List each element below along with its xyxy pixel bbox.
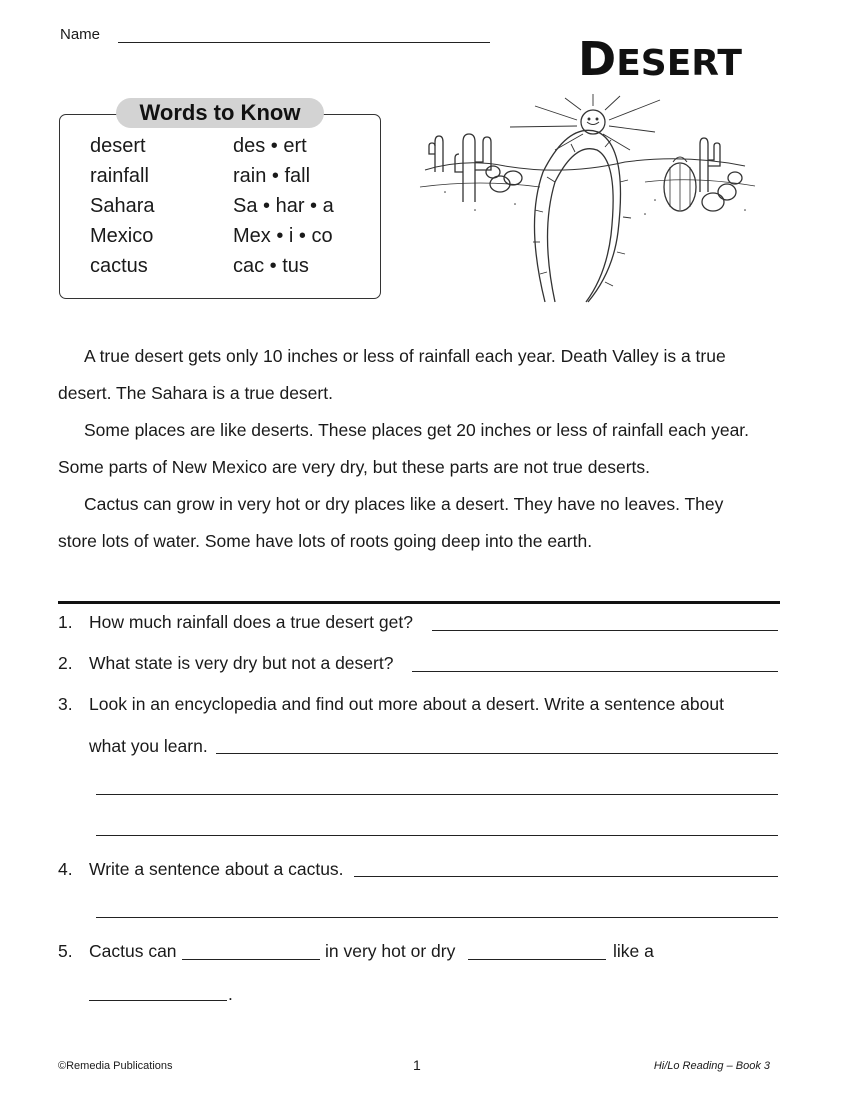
fill-blank-2[interactable] <box>468 959 606 960</box>
vocab-syllables: rain • fall <box>233 165 311 187</box>
question-number: 3. <box>58 694 73 714</box>
question-5-text-part1: Cactus can <box>89 941 177 961</box>
vocab-syllables: des • ert <box>233 135 307 157</box>
words-to-know-title: Words to Know <box>116 98 324 128</box>
passage-line: A true desert gets only 10 inches or less of rainfall each year. Death Valley is a true <box>84 346 726 366</box>
answer-line-3b[interactable] <box>96 794 778 795</box>
vocab-word: desert <box>90 135 146 157</box>
vocab-syllables: Mex • i • co <box>233 225 333 247</box>
title-first-letter: D <box>578 32 617 86</box>
sun-icon <box>510 94 660 150</box>
answer-line-1[interactable] <box>432 630 778 631</box>
fill-blank-3[interactable] <box>89 1000 227 1001</box>
name-input-line[interactable] <box>118 42 490 43</box>
vocab-word: Mexico <box>90 225 154 247</box>
question-number: 5. <box>58 941 73 961</box>
vocab-word: cactus <box>90 255 148 277</box>
page-title <box>578 32 742 86</box>
question-4-text: Write a sentence about a cactus. <box>89 859 344 879</box>
question-5-text-part2: in very hot or dry <box>325 941 456 961</box>
question-5-period: . <box>228 984 233 1004</box>
question-1-text: How much rainfall does a true desert get? <box>89 612 413 632</box>
passage-line: store lots of water. Some have lots of roots going deep into the earth. <box>58 531 593 551</box>
answer-line-4a[interactable] <box>354 876 778 877</box>
desert-illustration <box>415 92 760 304</box>
footer-publisher: ©Remedia Publications <box>58 1060 173 1072</box>
question-number: 4. <box>58 859 73 879</box>
vocab-syllables: Sa • har • a <box>233 195 334 217</box>
cactus-icon <box>664 157 696 211</box>
cactus-icon <box>455 134 491 202</box>
question-5-text-part3: like a <box>613 941 654 961</box>
question-3-text: Look in an encyclopedia and find out more about a desert. Write a sentence about <box>89 694 724 714</box>
fill-blank-1[interactable] <box>182 959 320 960</box>
question-number: 2. <box>58 653 73 673</box>
passage-line: Cactus can grow in very hot or dry places like a desert. They have no leaves. They <box>84 494 724 514</box>
title-rest: ESERT <box>616 43 742 84</box>
answer-line-3a[interactable] <box>216 753 778 754</box>
question-number: 1. <box>58 612 73 632</box>
section-divider <box>58 601 780 604</box>
cactus-icon <box>700 138 720 192</box>
answer-line-4b[interactable] <box>96 917 778 918</box>
cactus-icon <box>533 130 631 302</box>
page-number: 1 <box>413 1057 421 1073</box>
passage-line: desert. The Sahara is a true desert. <box>58 383 333 403</box>
passage-line: Some parts of New Mexico are very dry, but these parts are not true deserts. <box>58 457 651 477</box>
answer-line-3c[interactable] <box>96 835 778 836</box>
passage-line: Some places are like deserts. These places get 20 inches or less of rainfall each year. <box>84 420 750 440</box>
question-2-text: What state is very dry but not a desert? <box>89 653 394 673</box>
answer-line-2[interactable] <box>412 671 778 672</box>
vocab-word: rainfall <box>90 165 149 187</box>
footer-book-title: Hi/Lo Reading – Book 3 <box>653 1060 770 1072</box>
vocab-word: Sahara <box>90 195 155 217</box>
vocab-syllables: cac • tus <box>233 255 309 277</box>
question-3-text-cont: what you learn. <box>89 736 208 756</box>
name-label: Name <box>60 26 101 43</box>
